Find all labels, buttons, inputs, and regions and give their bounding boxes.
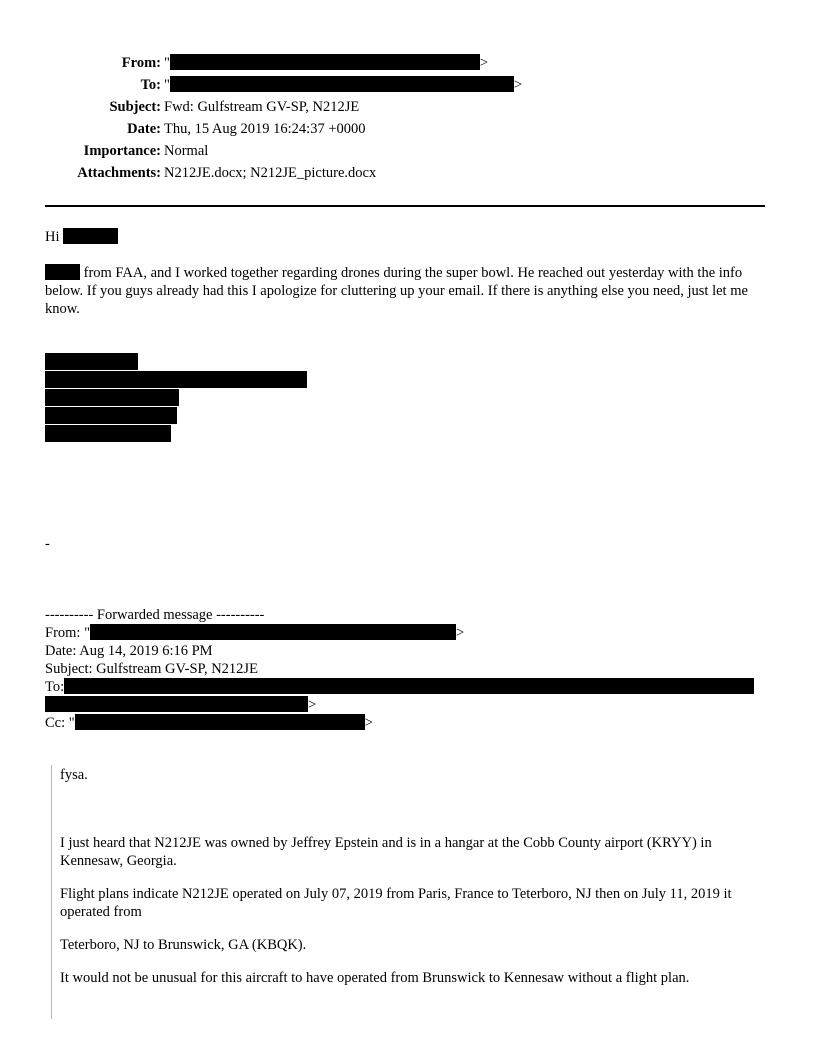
date-label: Date: [127,121,161,137]
redaction-box [64,678,754,694]
quoted-fysa: fysa. [60,767,88,783]
from-prefix: " [164,55,170,71]
header-divider [45,205,765,207]
forwarded-date-line: Date: Aug 14, 2019 6:16 PM [45,643,213,659]
to-suffix: > [513,77,523,93]
subject-value: Fwd: Gulfstream GV-SP, N212JE [164,99,360,115]
fwd-cc-suffix: > [364,715,373,731]
dash-line: - [45,536,50,552]
quoted-paragraph-2: Flight plans indicate N212JE operated on July 07, 2019 from Paris, France to Teterboro, NJ then on July 11, 2019 it operated from [60,886,732,920]
importance-value: Normal [164,143,209,159]
body-paragraph-text: from FAA, and I worked together regarding drones during the super bowl. He reached out yesterday with the info below. If you guys already had this I apologize for cluttering up your email. If there is anything else you need, just let me know. [45,265,748,317]
forwarded-cc-line [45,714,373,732]
redaction-box [170,76,514,92]
quoted-paragraph-3: Teterboro, NJ to Brunswick, GA (KBQK). [60,937,307,953]
attachments-label: Attachments: [77,165,161,181]
body-paragraph [45,264,767,318]
redaction-box [170,54,480,70]
redaction-box [45,371,307,388]
quote-bar [51,765,52,1019]
redaction-box [63,228,118,244]
fwd-from-suffix: > [456,625,465,641]
forwarded-from-line [45,624,464,642]
fwd-to-prefix: To: [45,679,65,695]
date-value: Thu, 15 Aug 2019 16:24:37 +0000 [164,121,366,137]
greeting-line [45,228,118,246]
to-prefix: " [164,77,170,93]
greeting-text: Hi [45,229,60,245]
redaction-box [90,624,456,640]
forwarded-subject-line: Subject: Gulfstream GV-SP, N212JE [45,661,258,677]
attachments-value: N212JE.docx; N212JE_picture.docx [164,165,377,181]
redaction-box [45,389,179,406]
redaction-box [45,407,177,424]
from-value [164,54,488,72]
subject-label: Subject: [109,99,161,115]
redaction-box [45,353,138,370]
from-suffix: > [479,55,489,71]
from-label: From: [121,55,161,71]
quoted-paragraph-4: It would not be unusual for this aircraft to have operated from Brunswick to Kennesaw without a flight plan. [60,970,690,986]
to-label: To: [140,77,161,93]
fwd-cc-prefix: Cc: " [45,715,75,731]
forwarded-separator: ---------- Forwarded message ---------- [45,607,265,623]
quoted-paragraph-1: I just heard that N212JE was owned by Jeffrey Epstein and is in a hangar at the Cobb County airport (KRYY) in Kennesaw, Georgia. [60,835,712,869]
fwd-to-suffix: > [308,697,317,713]
forwarded-to-line-2 [45,696,316,714]
redaction-box [75,714,365,730]
importance-label: Importance: [83,143,161,159]
redaction-box [45,696,308,712]
fwd-from-prefix: From: " [45,625,90,641]
redaction-box [45,425,171,442]
to-value [164,76,522,94]
forwarded-to-line [45,678,754,696]
redaction-box [45,264,80,280]
